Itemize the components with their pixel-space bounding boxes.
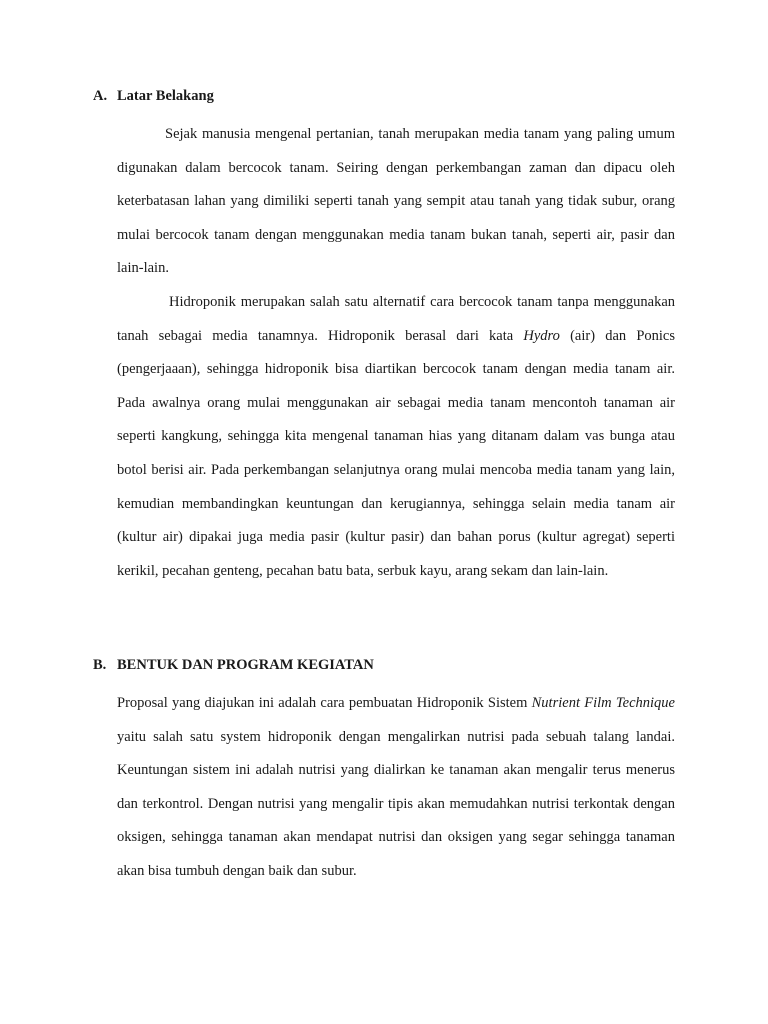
section-b-p1-text-after: yaitu salah satu system hidroponik dengan mengalirkan nutrisi pada sebuah talang landai. Keuntungan sistem ini adalah nutrisi yang dialirkan ke tanaman akan mengalir terus menerus dan terkontrol. Dengan nutrisi yang mengalir tipis akan memudahkan nutrisi terkontak dengan oksigen, sehingga tanaman akan mendapat nutrisi dan oksigen yang segar sehingga tanaman akan bisa tumbuh dengan baik dan subur. xyxy=(117,728,675,879)
section-a-title: Latar Belakang xyxy=(117,88,214,104)
section-b-letter: B. xyxy=(93,657,107,673)
section-b-p1-italic-nft: Nutrient Film Technique xyxy=(531,695,675,711)
section-b-heading xyxy=(93,656,675,674)
section-a-heading xyxy=(93,87,675,105)
section-b-title: BENTUK DAN PROGRAM KEGIATAN xyxy=(117,657,374,673)
section-a-paragraph-1: Sejak manusia mengenal pertanian, tanah merupakan media tanam yang paling umum digunakan dalam bercocok tanam. Seiring dengan perkembangan zaman dan dipacu oleh keterbatasan lahan yang dimiliki seperti tanah yang sempit atau tanah yang tidak subur, orang mulai bercocok tanam dengan menggunakan media tanam bukan tanah, seperti air, pasir dan lain-lain. xyxy=(117,126,675,277)
section-a-p2-italic-hydro: Hydro xyxy=(523,327,560,344)
section-b-p1-text-before: Proposal yang diajukan ini adalah cara pembuatan Hidroponik Sistem xyxy=(117,695,532,711)
section-a-letter: A. xyxy=(93,88,108,104)
section-a-p2-text-before: Hidroponik merupakan salah satu alternatif cara bercocok tanam tanpa menggunakan tanah sebagai media tanamnya. Hidroponik berasal dari kata xyxy=(117,293,675,344)
section-a-p2-text-after: (air) dan Ponics (pengerjaaan), sehingga hidroponik bisa diartikan bercocok tanam dengan media tanam air. Pada awalnya orang mulai menggunakan air sebagai media tanam mencontoh tanaman air seperti kangkung, sehingga kita mengenal tanaman hias yang ditanam dalam vas bunga atau botol berisi air. Pada perkembangan selanjutnya orang mulai mencoba media tanam yang lain, kemudian membandingkan keuntungan dan kerugiannya, sehingga selain media tanam air (kultur air) dipakai juga media pasir (kultur pasir) dan bahan porus (kultur agregat) seperti kerikil, pecahan genteng, pecahan batu bata, serbuk kayu, arang sekam dan lain-lain. xyxy=(117,327,675,579)
section-b-body xyxy=(117,687,675,889)
section-a-paragraph-2 xyxy=(117,286,675,588)
section-b-paragraph-1 xyxy=(117,687,675,889)
section-a-body xyxy=(117,118,675,588)
section-latar-belakang xyxy=(93,87,675,588)
section-bentuk-program xyxy=(93,656,675,889)
